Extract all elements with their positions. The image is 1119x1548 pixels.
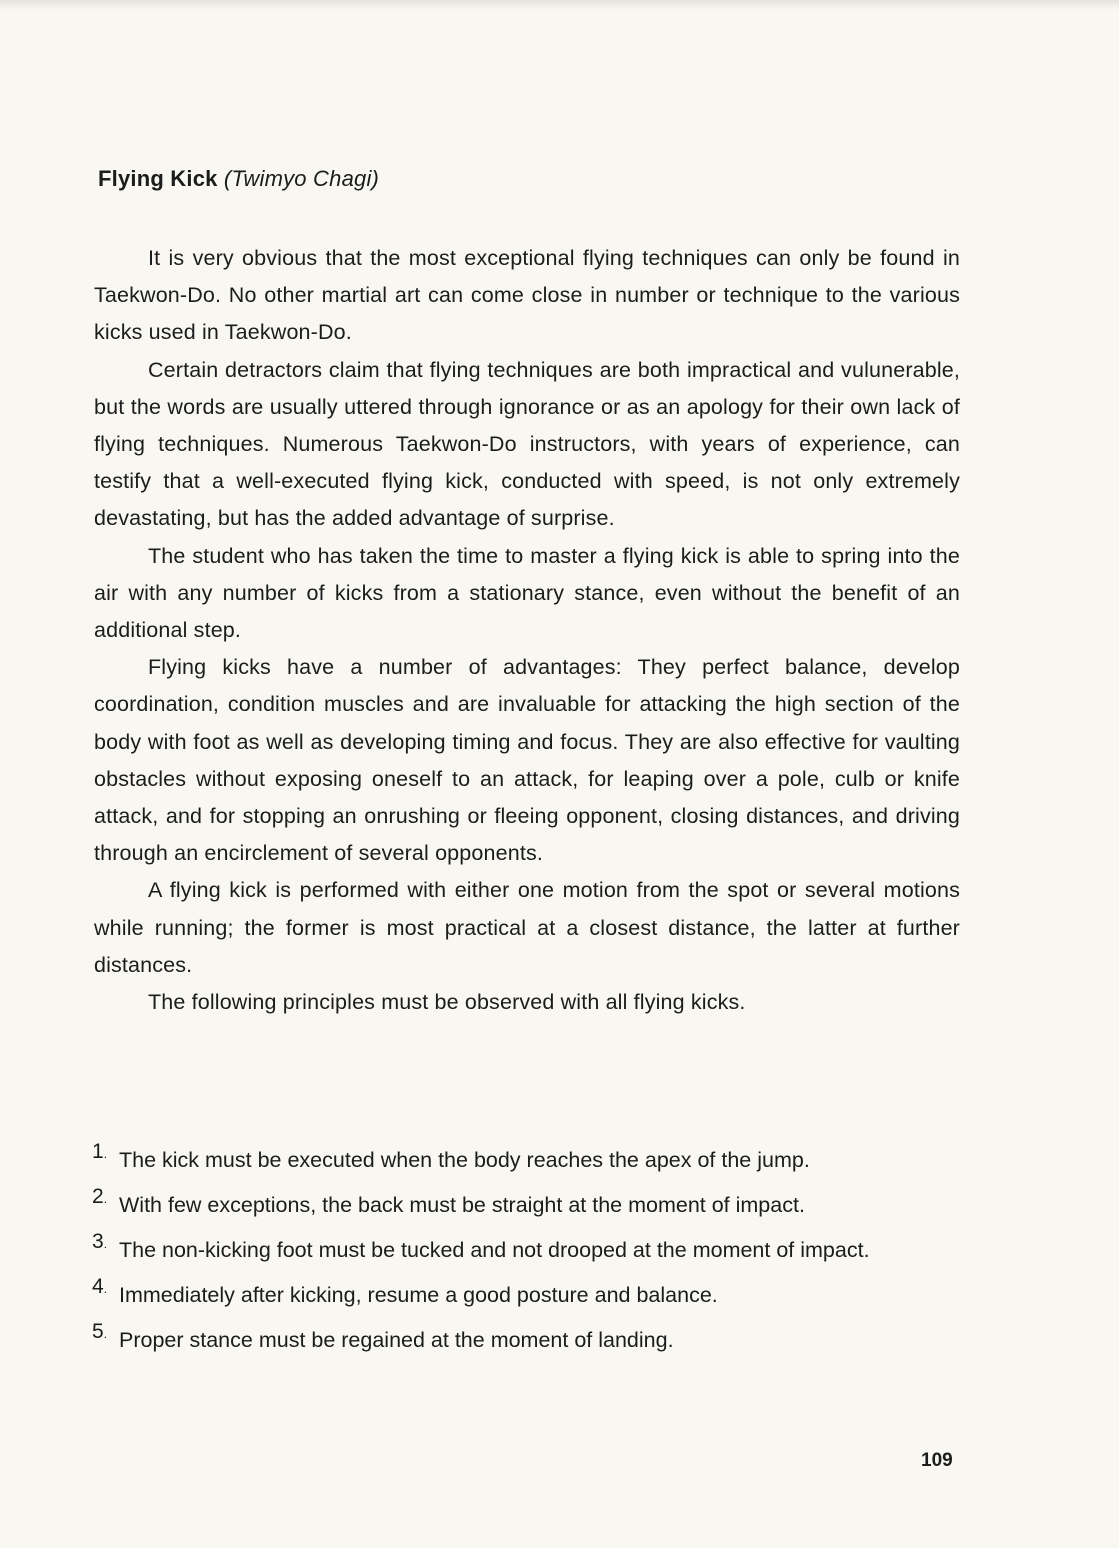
paragraph: Certain detractors claim that flying techniques are both impractical and vulunerable, but the words are usually uttered through ignorance or as an apology for their own lack of flying techniques. Numerous Taekwon-Do instructors, with years of experience, can testify that a well-executed flying kick, conducted with speed, is not only extremely devastating, but has the added advantage of surprise.	[94, 357, 960, 531]
list-item-text: Proper stance must be regained at the moment of landing.	[119, 1328, 674, 1352]
paragraph: It is very obvious that the most exceptional flying techniques can only be found in Taekwon-Do. No other martial art can come close in number or technique to the various kicks used in Taekwon-Do.	[94, 246, 960, 345]
paragraph: The student who has taken the time to master a flying kick is able to spring into the air with any number of kicks from a stationary stance, even without the benefit of an additional step.	[94, 543, 960, 643]
scan-edge-shadow	[0, 0, 1119, 10]
list-item	[92, 1186, 962, 1225]
heading-title: Flying Kick	[98, 166, 218, 191]
heading-subtitle: (Twimyo Chagi)	[223, 166, 380, 191]
list-item-text: The non-kicking foot must be tucked and not drooped at the moment of impact.	[119, 1238, 870, 1262]
list-item-number: 4.	[92, 1275, 108, 1298]
section-heading	[98, 166, 379, 192]
paragraph: Flying kicks have a number of advantages: They perfect balance, develop coordination, condition muscles and are invaluable for attacking the high section of the body with foot as well as developing timing and focus. They are also effective for vaulting obstacles without exposing oneself to an attack, for leaping over a pole, culb or knife attack, and for stopping an onrushing or fleeing opponent, closing distances, and driving through an encirclement of several opponents.	[94, 655, 960, 866]
list-item-number: 2.	[92, 1185, 108, 1208]
list-item-number: 5.	[92, 1320, 108, 1343]
page-number: 109	[921, 1450, 953, 1471]
paragraph: A flying kick is performed with either one motion from the spot or several motions while running; the former is most practical at a closest distance, the latter at further distances.	[94, 878, 960, 977]
principles-list	[92, 1141, 962, 1366]
list-item-text: Immediately after kicking, resume a good posture and balance.	[119, 1283, 718, 1307]
list-item-number: 3.	[92, 1230, 108, 1253]
list-item-text: With few exceptions, the back must be straight at the moment of impact.	[119, 1193, 805, 1217]
list-item	[92, 1231, 962, 1270]
list-item-number: 1.	[92, 1140, 108, 1163]
paragraph: The following principles must be observed with all flying kicks.	[148, 990, 746, 1015]
list-item-text: The kick must be executed when the body reaches the apex of the jump.	[119, 1148, 810, 1172]
list-item	[92, 1321, 962, 1360]
list-item	[92, 1141, 962, 1180]
list-item	[92, 1276, 962, 1315]
body-text	[94, 240, 960, 1021]
